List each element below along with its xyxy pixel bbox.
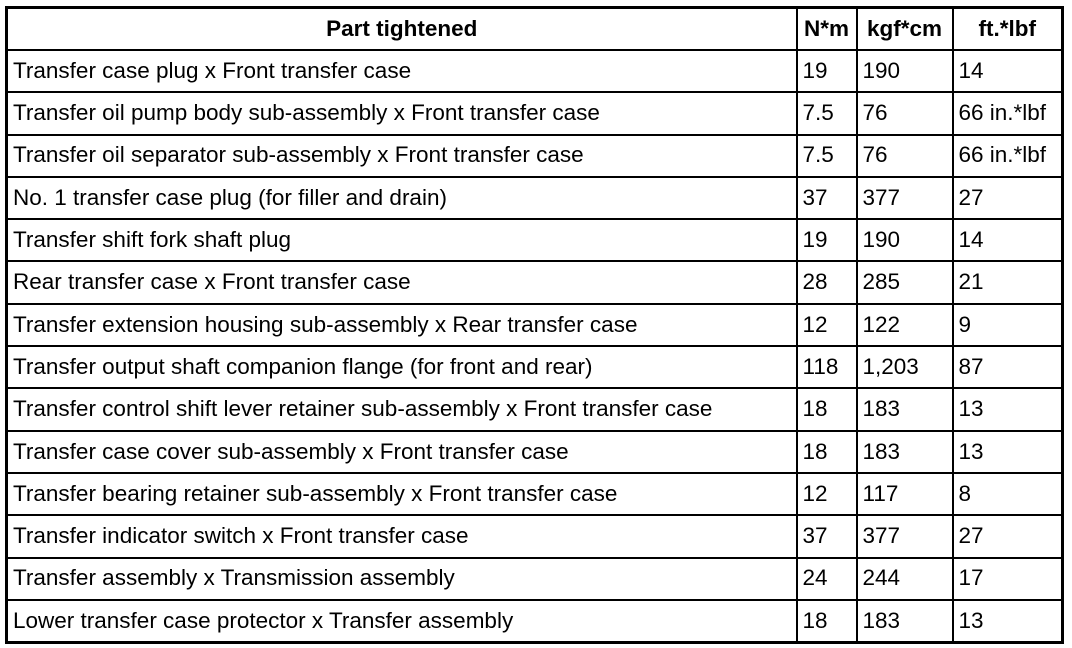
table-row (7, 261, 1063, 303)
newton-meter-cell: 37 (797, 515, 857, 557)
ft-lbf-cell: 27 (953, 515, 1063, 557)
part-cell: No. 1 transfer case plug (for filler and drain) (7, 177, 797, 219)
part-cell: Transfer extension housing sub-assembly x Rear transfer case (7, 304, 797, 346)
ft-lbf-cell: 21 (953, 261, 1063, 303)
kgf-cm-cell: 377 (857, 515, 953, 557)
ft-lbf-cell: 13 (953, 388, 1063, 430)
table-body (7, 50, 1063, 643)
part-cell: Transfer control shift lever retainer sub-assembly x Front transfer case (7, 388, 797, 430)
header-part-tightened: Part tightened (7, 8, 797, 51)
table-row (7, 515, 1063, 557)
part-cell: Transfer case plug x Front transfer case (7, 50, 797, 92)
table-row (7, 177, 1063, 219)
newton-meter-cell: 37 (797, 177, 857, 219)
part-cell: Transfer bearing retainer sub-assembly x Front transfer case (7, 473, 797, 515)
kgf-cm-cell: 117 (857, 473, 953, 515)
ft-lbf-cell: 66 in.*lbf (953, 135, 1063, 177)
ft-lbf-cell: 9 (953, 304, 1063, 346)
kgf-cm-cell: 285 (857, 261, 953, 303)
newton-meter-cell: 18 (797, 600, 857, 643)
table-row (7, 558, 1063, 600)
ft-lbf-cell: 27 (953, 177, 1063, 219)
kgf-cm-cell: 183 (857, 388, 953, 430)
part-cell: Transfer shift fork shaft plug (7, 219, 797, 261)
header-kgf-cm: kgf*cm (857, 8, 953, 51)
newton-meter-cell: 7.5 (797, 135, 857, 177)
newton-meter-cell: 18 (797, 431, 857, 473)
ft-lbf-cell: 17 (953, 558, 1063, 600)
kgf-cm-cell: 76 (857, 135, 953, 177)
kgf-cm-cell: 244 (857, 558, 953, 600)
newton-meter-cell: 19 (797, 50, 857, 92)
kgf-cm-cell: 183 (857, 431, 953, 473)
ft-lbf-cell: 13 (953, 600, 1063, 643)
header-ft-lbf: ft.*lbf (953, 8, 1063, 51)
ft-lbf-cell: 66 in.*lbf (953, 92, 1063, 134)
kgf-cm-cell: 190 (857, 219, 953, 261)
table-row (7, 431, 1063, 473)
torque-spec-table (5, 6, 1064, 644)
kgf-cm-cell: 377 (857, 177, 953, 219)
table-row (7, 388, 1063, 430)
ft-lbf-cell: 8 (953, 473, 1063, 515)
newton-meter-cell: 7.5 (797, 92, 857, 134)
part-cell: Transfer oil pump body sub-assembly x Front transfer case (7, 92, 797, 134)
kgf-cm-cell: 183 (857, 600, 953, 643)
part-cell: Transfer assembly x Transmission assembly (7, 558, 797, 600)
newton-meter-cell: 24 (797, 558, 857, 600)
ft-lbf-cell: 14 (953, 50, 1063, 92)
table-row (7, 219, 1063, 261)
table-row (7, 92, 1063, 134)
ft-lbf-cell: 13 (953, 431, 1063, 473)
newton-meter-cell: 12 (797, 473, 857, 515)
kgf-cm-cell: 122 (857, 304, 953, 346)
table-row (7, 473, 1063, 515)
part-cell: Lower transfer case protector x Transfer assembly (7, 600, 797, 643)
table-row (7, 50, 1063, 92)
table-row (7, 304, 1063, 346)
part-cell: Transfer oil separator sub-assembly x Front transfer case (7, 135, 797, 177)
ft-lbf-cell: 87 (953, 346, 1063, 388)
header-newton-meter: N*m (797, 8, 857, 51)
kgf-cm-cell: 1,203 (857, 346, 953, 388)
table-row (7, 135, 1063, 177)
part-cell: Transfer case cover sub-assembly x Front transfer case (7, 431, 797, 473)
part-cell: Transfer indicator switch x Front transfer case (7, 515, 797, 557)
part-cell: Rear transfer case x Front transfer case (7, 261, 797, 303)
newton-meter-cell: 118 (797, 346, 857, 388)
ft-lbf-cell: 14 (953, 219, 1063, 261)
kgf-cm-cell: 190 (857, 50, 953, 92)
table-row (7, 600, 1063, 643)
newton-meter-cell: 19 (797, 219, 857, 261)
newton-meter-cell: 18 (797, 388, 857, 430)
table-header-row (7, 8, 1063, 51)
kgf-cm-cell: 76 (857, 92, 953, 134)
newton-meter-cell: 12 (797, 304, 857, 346)
part-cell: Transfer output shaft companion flange (for front and rear) (7, 346, 797, 388)
table-row (7, 346, 1063, 388)
newton-meter-cell: 28 (797, 261, 857, 303)
